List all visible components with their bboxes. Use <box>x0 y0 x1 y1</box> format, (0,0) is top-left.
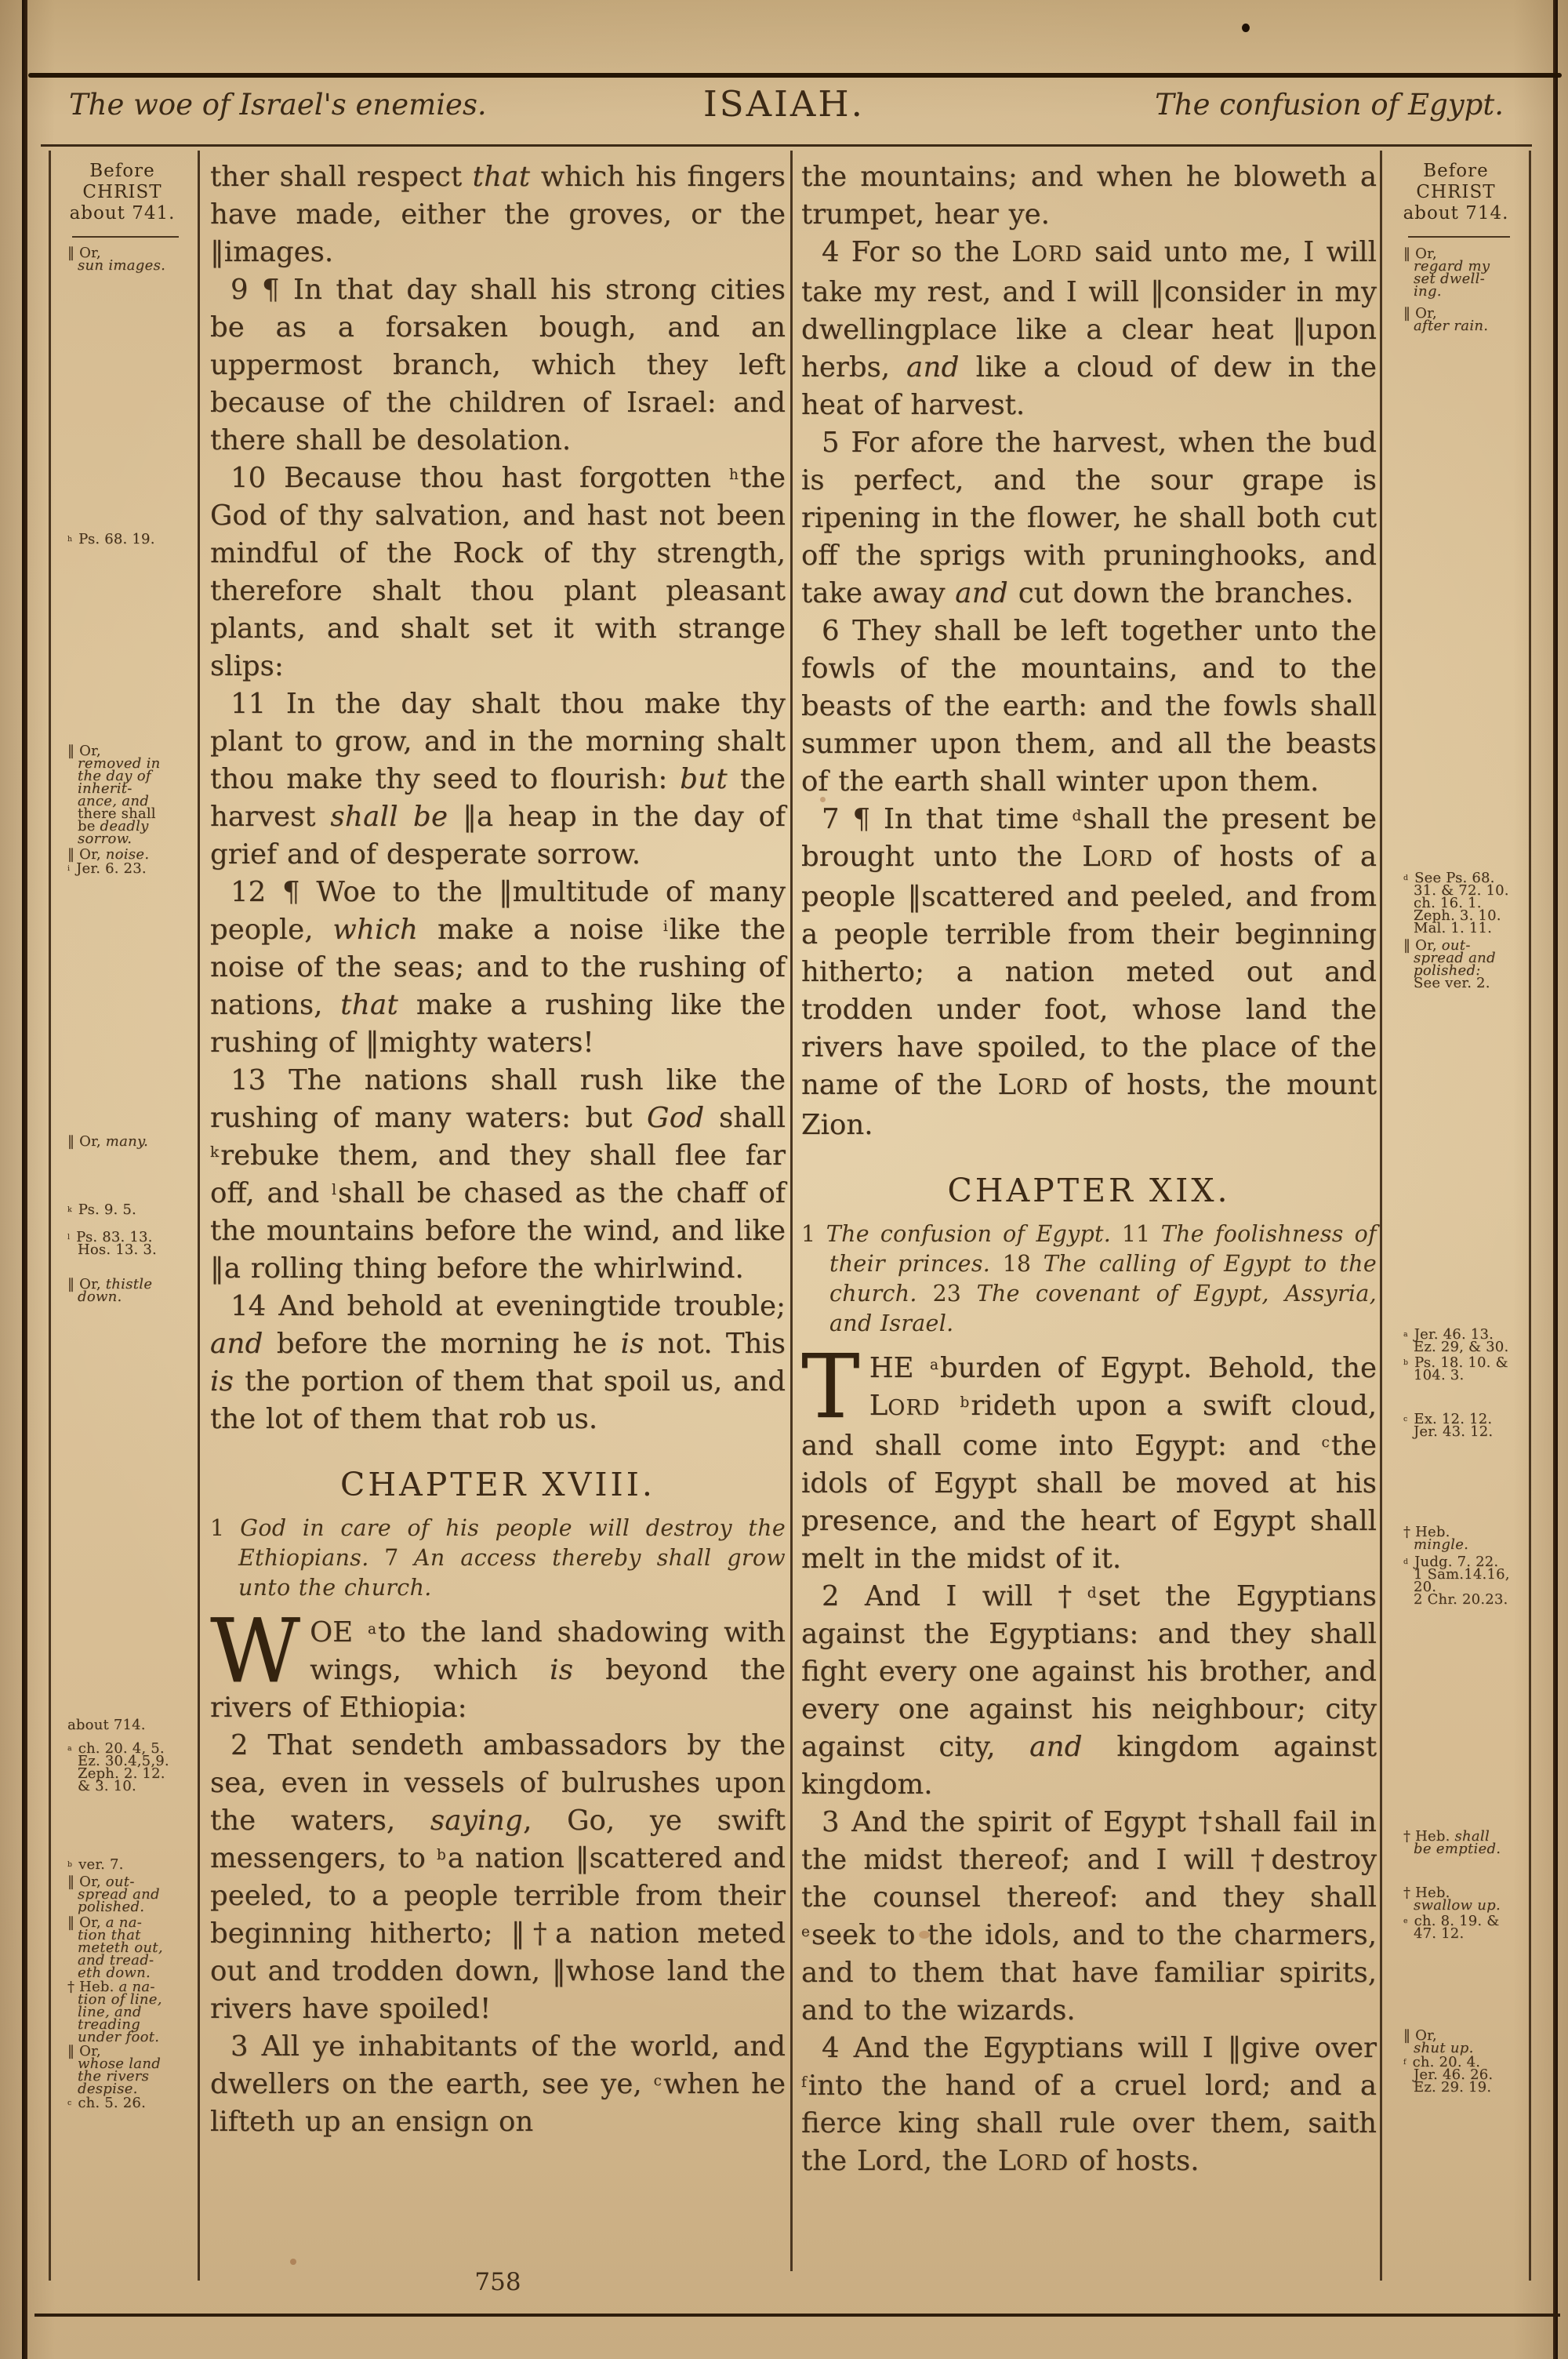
chapter-heading: CHAPTER XVIII. <box>340 1466 655 1503</box>
margin-note: $^d$ Judg. 7. 22. 1 Sam.14.16, 20. 2 Chr. 20.23. <box>1403 1554 1510 1608</box>
margin-reference-mark: d <box>1403 1557 1409 1566</box>
margin-reference-mark: k <box>67 1205 72 1214</box>
ink-speck <box>1242 24 1250 32</box>
lord-small-caps: LORD <box>869 1390 941 1422</box>
right-margin-column <box>1385 153 1527 2317</box>
margin-reference-mark: l <box>67 1232 71 1241</box>
margin-note: ‖ Or, a na- tion that meteth out, and tread- eth down. <box>67 1914 163 1981</box>
continuation-paragraph: ther shall respect that which his fingers have made, either the groves, or the ‖images. <box>210 161 786 268</box>
verse-paragraph: 11 In the day shalt thou make thy plant to grow, and in the morning shalt thou make thy seed to flourish: but the harvest shall be ‖a heap in the day of grief and of desperate sorrow. <box>210 688 786 871</box>
left-text-column <box>210 158 786 2141</box>
margin-reference-mark: c <box>67 2098 72 2107</box>
margin-note: $^i$ Jer. 6. 23. <box>67 860 147 877</box>
verse-paragraph: 6 They shall be left together unto the fowls of the mountains, and to the beasts of the earth: and the fowls shall summer upon them, and all the beasts of the earth shall winter upon them. <box>801 615 1377 798</box>
running-head-right: The confusion of Egypt. <box>1155 88 1504 122</box>
margin-note: ‖ Or, regard my set dwell- ing. <box>1403 245 1490 300</box>
bottom-frame-rule <box>34 2314 1560 2317</box>
verse-paragraph: 7 ¶ In that time $^d$shall the present be brought unto the LORD of hosts of a people ‖scattered and peeled, and from a people terrible from their beginning hitherto; a nation meted out and trodden under foot, whose land the rivers have spoiled, to the place of the name of the LORD of hosts, the mount Zion. <box>801 803 1377 1141</box>
margin-reference-mark: b <box>436 1846 446 1863</box>
margin-note: $^b$ ver. 7. <box>67 1856 124 1873</box>
verse-paragraph: THE $^a$burden of Egypt. Behold, the LORD $^b$rideth upon a swift cloud, and shall come into Egypt: and $^c$the idols of Egypt shall be moved at his presence, and the heart of Egypt shall melt in the midst of it. <box>801 1336 1377 1575</box>
margin-reference-mark: f <box>801 2074 807 2091</box>
left-margin-column <box>49 153 196 2317</box>
margin-note: $^a$ Jer. 46. 13. Ez. 29, & 30. <box>1403 1326 1509 1355</box>
top-frame-rule <box>28 73 1562 78</box>
verse-paragraph: 2 And I will †$^d$set the Egyptians against the Egyptians: and they shall fight every one against his brother, and every one against his neighbour; city against city, and kingdom against kingdom. <box>801 1580 1377 1801</box>
margin-note: ‖ Or, noise. <box>67 846 150 863</box>
margin-note: $^c$ Ex. 12. 12. Jer. 43. 12. <box>1403 1411 1494 1440</box>
right-text-column <box>801 158 1377 2183</box>
margin-note: $^d$ See Ps. 68. 31. & 72. 10. ch. 16. 1. Zeph. 3. 10. Mal. 1. 11. <box>1403 870 1509 936</box>
margin-reference-mark: h <box>67 534 73 543</box>
margin-note: ‖ Or, out- spread and polished: See ver. 2. <box>1403 937 1496 991</box>
center-column-divider-rule <box>790 151 793 2271</box>
margin-note: ‖ Or, shut up. <box>1403 2027 1474 2056</box>
verse-paragraph: 10 Because thou hast forgotten $^h$the God of thy salvation, and hast not been mindful of the Rock of thy strength, therefore shalt thou plant pleasant plants, and shalt set it with strange slips: <box>210 462 786 682</box>
margin-reference-mark: h <box>728 466 739 483</box>
page-number: 758 <box>474 2268 521 2296</box>
foxing-spot <box>820 797 826 802</box>
margin-reference-mark: a <box>1403 1329 1408 1339</box>
verse-paragraph: 13 The nations shall rush like the rushing of many waters: but God shall $^k$rebuke them, and they shall flee far off, and $^l$shall be chased as the chaff of the mountains before the wind, and like ‖a rolling thing before the whirlwind. <box>210 1064 786 1285</box>
running-head-title: ISAIAH. <box>703 83 865 125</box>
left-margin-divider-rule <box>198 151 200 2281</box>
chapter-summary: 1 The confusion of Egypt. 11 The foolishness of their princes. 18 The calling of Egypt to the church. 23 The covenant of Egypt, Assyria, and Israel. <box>801 1221 1377 1336</box>
margin-note: $^a$ ch. 20. 4, 5. Ez. 30.4,5,9. Zeph. 2. 12. & 3. 10. <box>67 1740 169 1794</box>
margin-note: † Heb. shall be emptied. <box>1403 1828 1501 1857</box>
margin-reference-mark: b <box>960 1394 970 1411</box>
margin-reference-mark: d <box>1087 1584 1097 1601</box>
verse-paragraph: 4 And the Egyptians will I ‖give over $^f$into the hand of a cruel lord; and a fierce king shall rule over them, saith the Lord, the LORD of hosts. <box>801 2032 1377 2177</box>
lord-small-caps: LORD <box>997 2145 1069 2177</box>
header-separator-rule <box>41 144 1532 147</box>
margin-reference-mark: i <box>67 863 71 873</box>
margin-reference-mark: k <box>210 1143 220 1161</box>
drop-cap: T <box>801 1336 860 1438</box>
margin-reference-mark: a <box>368 1620 377 1637</box>
margin-note: $^f$ ch. 20. 4. Jer. 46. 26. Ez. 29. 19. <box>1403 2054 1494 2095</box>
continuation-paragraph: the mountains; and when he bloweth a trumpet, hear ye. <box>801 161 1377 231</box>
running-head-left: The woe of Israel's enemies. <box>69 88 487 122</box>
verse-paragraph: 5 For afore the harvest, when the bud is perfect, and the sour grape is ripening in the flower, he shall both cut off the sprigs with pruninghooks, and take away and cut down the branches. <box>801 427 1377 609</box>
margin-note: $^h$ Ps. 68. 19. <box>67 531 155 547</box>
margin-note: ‖ Or, whose land the rivers despise. <box>67 2043 162 2097</box>
margin-note: $^l$ Ps. 83. 13. Hos. 13. 3. <box>67 1229 157 1258</box>
margin-note: ‖ Or, sun images. <box>67 245 166 274</box>
margin-reference-mark: a <box>67 1743 72 1753</box>
verse-paragraph: 12 ¶ Woe to the ‖multitude of many people, which make a noise $^i$like the noise of the seas; and to the rushing of nations, that make a rushing like the rushing of ‖mighty waters! <box>210 876 786 1059</box>
margin-reference-mark: i <box>662 918 668 935</box>
margin-reference-mark: a <box>929 1356 938 1373</box>
margin-note: † Heb. swallow up. <box>1403 1885 1501 1914</box>
margin-head-rule <box>72 236 179 238</box>
margin-note: ‖ Or, out- spread and polished. <box>67 1874 160 1915</box>
margin-reference-mark: d <box>1072 807 1082 824</box>
chapter-heading: CHAPTER XIX. <box>947 1172 1231 1209</box>
before-christ-date: Before CHRIST about 714. <box>1403 161 1509 224</box>
margin-note: $^b$ Ps. 18. 10. & 104. 3. <box>1403 1354 1508 1383</box>
lord-small-caps: LORD <box>1011 236 1083 268</box>
margin-note: about 714. <box>67 1717 146 1733</box>
foxing-spot <box>290 2259 296 2265</box>
margin-reference-mark: c <box>1403 1414 1408 1423</box>
margin-reference-mark: f <box>1403 2057 1406 2066</box>
margin-note: ‖ Or, after rain. <box>1403 305 1489 334</box>
margin-reference-mark: d <box>1403 873 1409 882</box>
margin-note: † Heb. a na- tion of line, line, and treading under foot. <box>67 1979 162 2045</box>
margin-note: $^k$ Ps. 9. 5. <box>67 1201 136 1218</box>
margin-reference-mark: e <box>1403 1916 1408 1925</box>
margin-note: $^e$ ch. 8. 19. & 47. 12. <box>1403 1913 1500 1942</box>
verse-paragraph: 9 ¶ In that day shall his strong cities be as a forsaken bough, and an uppermost branch, which they left because of the children of Israel: and there shall be desolation. <box>210 274 786 456</box>
margin-head-rule <box>1408 236 1510 238</box>
verse-paragraph: 4 For so the LORD said unto me, I will take my rest, and I will ‖consider in my dwellingplace like a clear heat ‖upon herbs, and like a cloud of dew in the heat of harvest. <box>801 236 1377 421</box>
foxing-spot <box>919 1931 930 1939</box>
page-edge-right <box>1553 0 1558 2359</box>
margin-note: $^c$ ch. 5. 26. <box>67 2095 146 2111</box>
verse-paragraph: 3 And the spirit of Egypt †shall fail in the midst thereof; and I will †destroy the counsel thereof: and they shall $^e$seek to the idols, and to the charmers, and to them that have familiar spirits, and to the wizards. <box>801 1806 1377 2026</box>
margin-note: † Heb. mingle. <box>1403 1524 1469 1553</box>
margin-reference-mark: c <box>653 2072 662 2089</box>
margin-reference-mark: b <box>67 1859 73 1869</box>
before-christ-date: Before CHRIST about 741. <box>69 161 176 224</box>
lord-small-caps: LORD <box>997 1069 1069 1101</box>
margin-note: ‖ Or, thistle down. <box>67 1276 153 1305</box>
margin-reference-mark: l <box>332 1181 337 1198</box>
verse-paragraph: 3 All ye inhabitants of the world, and dwellers on the earth, see ye, $^c$when he lifteth up an ensign on <box>210 2030 786 2138</box>
chapter-summary: 1 God in care of his people will destroy the Ethiopians. 7 An access thereby shall grow unto the church. <box>210 1515 786 1601</box>
right-frame-rule <box>1529 151 1531 2281</box>
lord-small-caps: LORD <box>1082 841 1153 873</box>
margin-note: ‖ Or, removed in the day of inherit- ance, and there shall be deadly sorrow. <box>67 743 161 847</box>
margin-note: ‖ Or, many. <box>67 1133 149 1150</box>
verse-paragraph: 14 And behold at eveningtide trouble; and before the morning he is not. This is the portion of them that spoil us, and the lot of them that rob us. <box>210 1290 786 1435</box>
drop-cap: W <box>210 1601 301 1703</box>
margin-reference-mark: b <box>1403 1358 1409 1367</box>
margin-reference-mark: e <box>801 1923 810 1940</box>
right-margin-divider-rule <box>1380 151 1382 2281</box>
verse-paragraph: WOE $^a$to the land shadowing with wings, which is beyond the rivers of Ethiopia: <box>210 1601 786 1724</box>
page-edge-left <box>22 0 27 2359</box>
margin-reference-mark: c <box>1321 1434 1330 1451</box>
verse-paragraph: 2 That sendeth ambassadors by the sea, even in vessels of bulrushes upon the waters, saying, Go, ye swift messengers, to $^b$a nation ‖scattered and peeled, to a people terrible from their beginning hitherto; ‖†a nation meted out and trodden down, ‖whose land the rivers have spoiled! <box>210 1729 786 2025</box>
